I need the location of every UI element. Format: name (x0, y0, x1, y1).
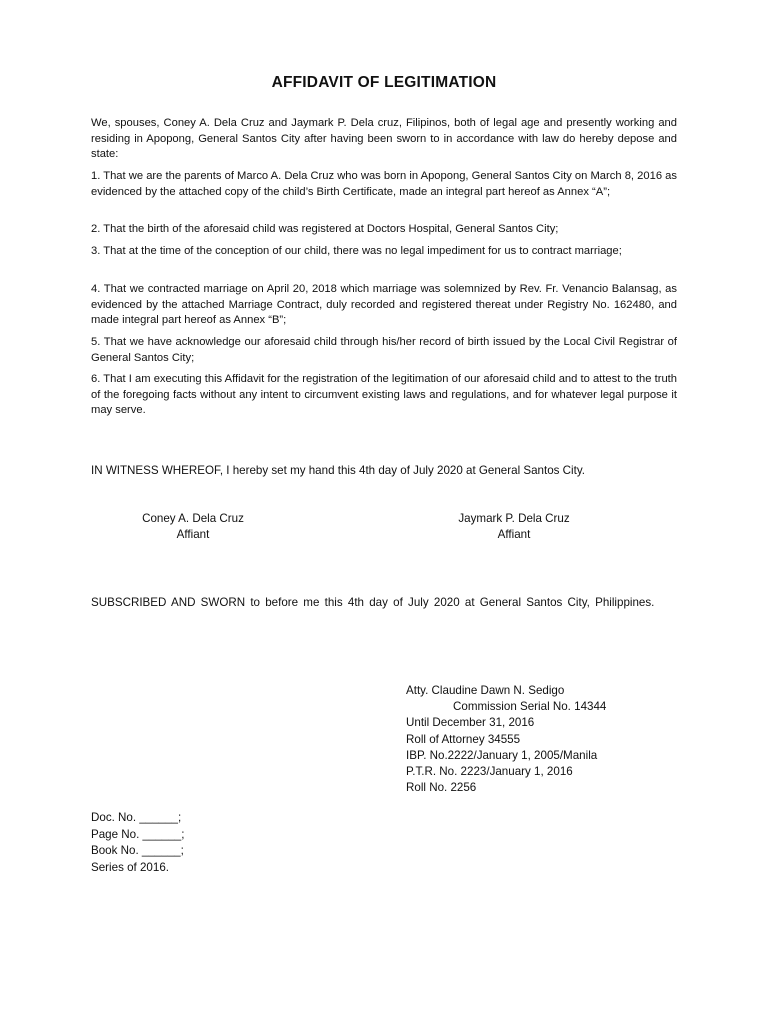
affiant-name: Jaymark P. Dela Cruz (458, 512, 570, 525)
witness-clause: IN WITNESS WHEREOF, I hereby set my hand this 4th day of July 2020 at General Santos City. (91, 464, 586, 477)
document-numbers (91, 810, 291, 876)
statement-6: 6. That I am executing this Affidavit for the registration of the legitimation of our aforesaid child and to attest to the truth of the foregoing facts without any intent to circumvent existing laws and regulations, and for whatever legal purpose it may serve. (91, 373, 677, 417)
affiant-role: Affiant (497, 527, 531, 541)
notary-block (406, 683, 706, 796)
notary-until: Until December 31, 2016 (406, 716, 535, 730)
statement-2: 2. That the birth of the aforesaid child was registered at Doctors Hospital, General Santos City; (91, 223, 559, 235)
notary-commission: Commission Serial No. 14344 (453, 700, 607, 714)
affiant-role: Affiant (176, 527, 210, 541)
statement-5: 5. That we have acknowledge our aforesaid child through his/her record of birth issued by the Local Civil Registrar of General Santos City; (91, 336, 677, 364)
page-number: Page No. ______; (91, 827, 185, 841)
notary-roll-attorney: Roll of Attorney 34555 (406, 732, 521, 746)
series-year: Series of 2016. (91, 860, 169, 874)
affiant-signature-1 (108, 511, 278, 542)
statement-4: 4. That we contracted marriage on April 20, 2018 which marriage was solemnized by Rev. Fr. Venancio Balansag, as evidenced by the attached Marriage Contract, duly recorded and registered thereat under Registry No. 162480, and made integral part hereof as Annex “B”; (91, 283, 677, 327)
statement-1: 1. That we are the parents of Marco A. Dela Cruz who was born in Apopong, General Santos City on March 8, 2016 as evidenced by the attached copy of the child’s Birth Certificate, made an integral part hereof as Annex “A”; (91, 170, 677, 198)
affiant-signature-2 (428, 511, 600, 542)
intro-paragraph: We, spouses, Coney A. Dela Cruz and Jaymark P. Dela cruz, Filipinos, both of legal age and presently working and residing in Apopong, General Santos City after having been sworn to in accordance with law do hereby depose and state: (91, 117, 677, 161)
notary-ptr: P.T.R. No. 2223/January 1, 2016 (406, 765, 573, 779)
notary-roll-no: Roll No. 2256 (406, 781, 477, 795)
jurat-clause: SUBSCRIBED AND SWORN to before me this 4th day of July 2020 at General Santos City, Philippines. (91, 596, 655, 609)
notary-name: Atty. Claudine Dawn N. Sedigo (406, 684, 565, 697)
document-title: AFFIDAVIT OF LEGITIMATION (271, 74, 497, 91)
doc-number: Doc. No. ______; (91, 811, 182, 824)
affiant-name: Coney A. Dela Cruz (142, 512, 244, 525)
statement-3: 3. That at the time of the conception of our child, there was no legal impediment for us to contract marriage; (91, 245, 622, 257)
notary-ibp: IBP. No.2222/January 1, 2005/Manila (406, 748, 598, 762)
book-number: Book No. ______; (91, 844, 184, 858)
